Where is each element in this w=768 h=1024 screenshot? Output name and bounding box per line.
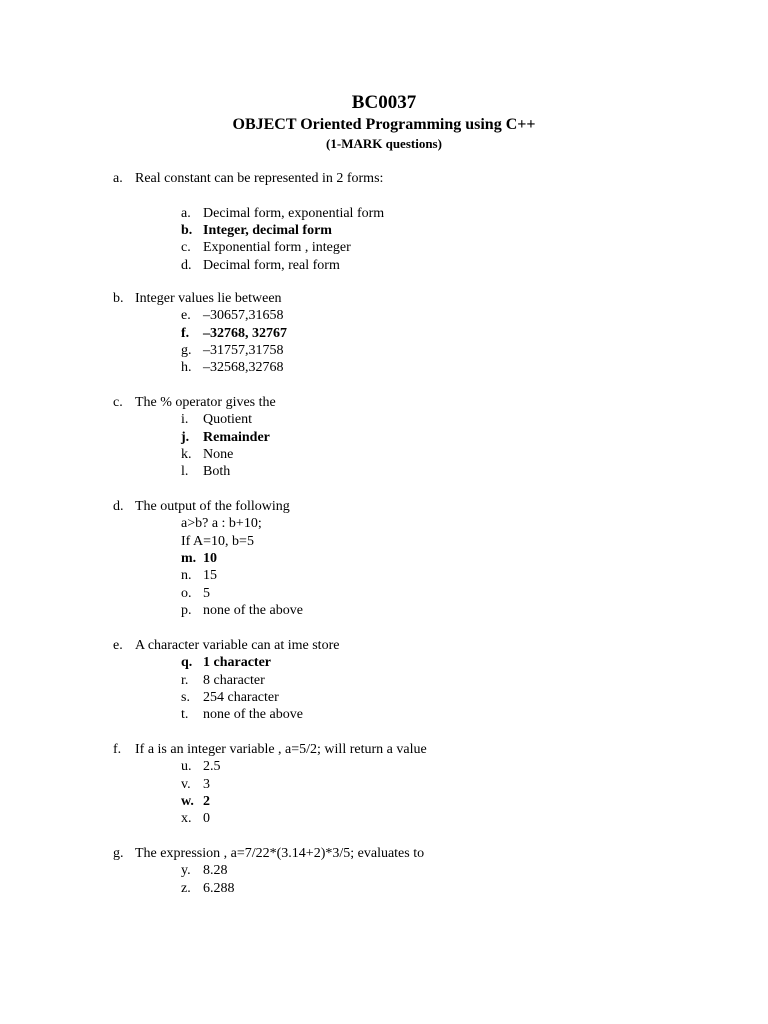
option-letter: y. — [181, 863, 191, 879]
option-letter: f. — [181, 325, 190, 341]
question-letter: f. — [113, 742, 122, 757]
option-text: 5 — [203, 585, 210, 601]
option-text: 2.5 — [203, 759, 221, 775]
option-text: Remainder — [203, 429, 270, 445]
option-letter: s. — [181, 689, 190, 705]
option-text: 1 character — [203, 655, 272, 671]
option-text: 15 — [203, 568, 217, 584]
option-letter: l. — [181, 464, 189, 480]
option-text: Quotient — [203, 412, 252, 428]
question-text: The % operator gives the — [135, 395, 276, 410]
option-letter: n. — [181, 568, 192, 584]
option-letter: w. — [181, 793, 194, 809]
question-text: Real constant can be represented in 2 forms: — [135, 171, 384, 186]
option-letter: q. — [181, 655, 193, 671]
option-text: Both — [203, 464, 231, 480]
option-text: Decimal form, real form — [203, 257, 340, 273]
option-text: –30657,31658 — [203, 308, 284, 324]
option-text: None — [203, 446, 234, 462]
option-text: 3 — [203, 776, 210, 792]
option-text: 2 — [203, 793, 210, 809]
question-letter: a. — [113, 171, 123, 186]
option-text: –32568,32768 — [203, 360, 284, 376]
question-letter: e. — [113, 638, 123, 653]
stem-text: If A=10, b=5 — [181, 533, 254, 549]
option-text: Exponential form , integer — [203, 240, 351, 256]
option-letter: c. — [181, 240, 191, 256]
course-code: BC0037 — [351, 92, 417, 113]
question-text: A character variable can at ime store — [135, 638, 340, 653]
option-text: –31757,31758 — [203, 342, 284, 358]
question-text: The expression , a=7/22*(3.14+2)*3/5; evaluates to — [135, 846, 425, 861]
option-letter: o. — [181, 585, 192, 601]
option-text: 10 — [203, 550, 217, 566]
option-letter: i. — [181, 412, 189, 428]
option-letter: p. — [181, 602, 192, 618]
option-letter: k. — [181, 446, 192, 462]
question-text: Integer values lie between — [135, 291, 282, 306]
option-letter: j. — [181, 429, 190, 445]
option-letter: t. — [181, 707, 189, 723]
option-text: 8.28 — [203, 863, 228, 879]
option-letter: d. — [181, 257, 192, 273]
question-letter: d. — [113, 499, 124, 514]
question-letter: b. — [113, 291, 124, 306]
option-text: none of the above — [203, 707, 303, 723]
stem-text: a>b? a : b+10; — [181, 516, 262, 532]
option-letter: a. — [181, 205, 191, 221]
option-text: 6.288 — [203, 880, 235, 896]
question-text: The output of the following — [135, 499, 290, 514]
option-letter: b. — [181, 222, 193, 238]
option-letter: r. — [181, 672, 189, 688]
option-letter: m. — [181, 550, 197, 566]
option-letter: e. — [181, 308, 191, 324]
option-text: Decimal form, exponential form — [203, 205, 385, 221]
option-text: 254 character — [203, 689, 279, 705]
option-text: 0 — [203, 811, 210, 827]
question-text: If a is an integer variable , a=5/2; will return a value — [135, 742, 427, 757]
option-letter: x. — [181, 811, 192, 827]
option-letter: h. — [181, 360, 192, 376]
question-letter: c. — [113, 395, 123, 410]
course-title: OBJECT Oriented Programming using C++ — [232, 116, 536, 133]
option-text: none of the above — [203, 602, 303, 618]
section-subtitle: (1-MARK questions) — [326, 136, 442, 151]
option-text: Integer, decimal form — [203, 222, 332, 238]
option-letter: z. — [181, 880, 191, 896]
option-letter: g. — [181, 342, 192, 358]
option-text: 8 character — [203, 672, 265, 688]
option-letter: u. — [181, 759, 192, 775]
option-text: –32768, 32767 — [203, 325, 287, 341]
option-letter: v. — [181, 776, 191, 792]
question-letter: g. — [113, 846, 124, 861]
